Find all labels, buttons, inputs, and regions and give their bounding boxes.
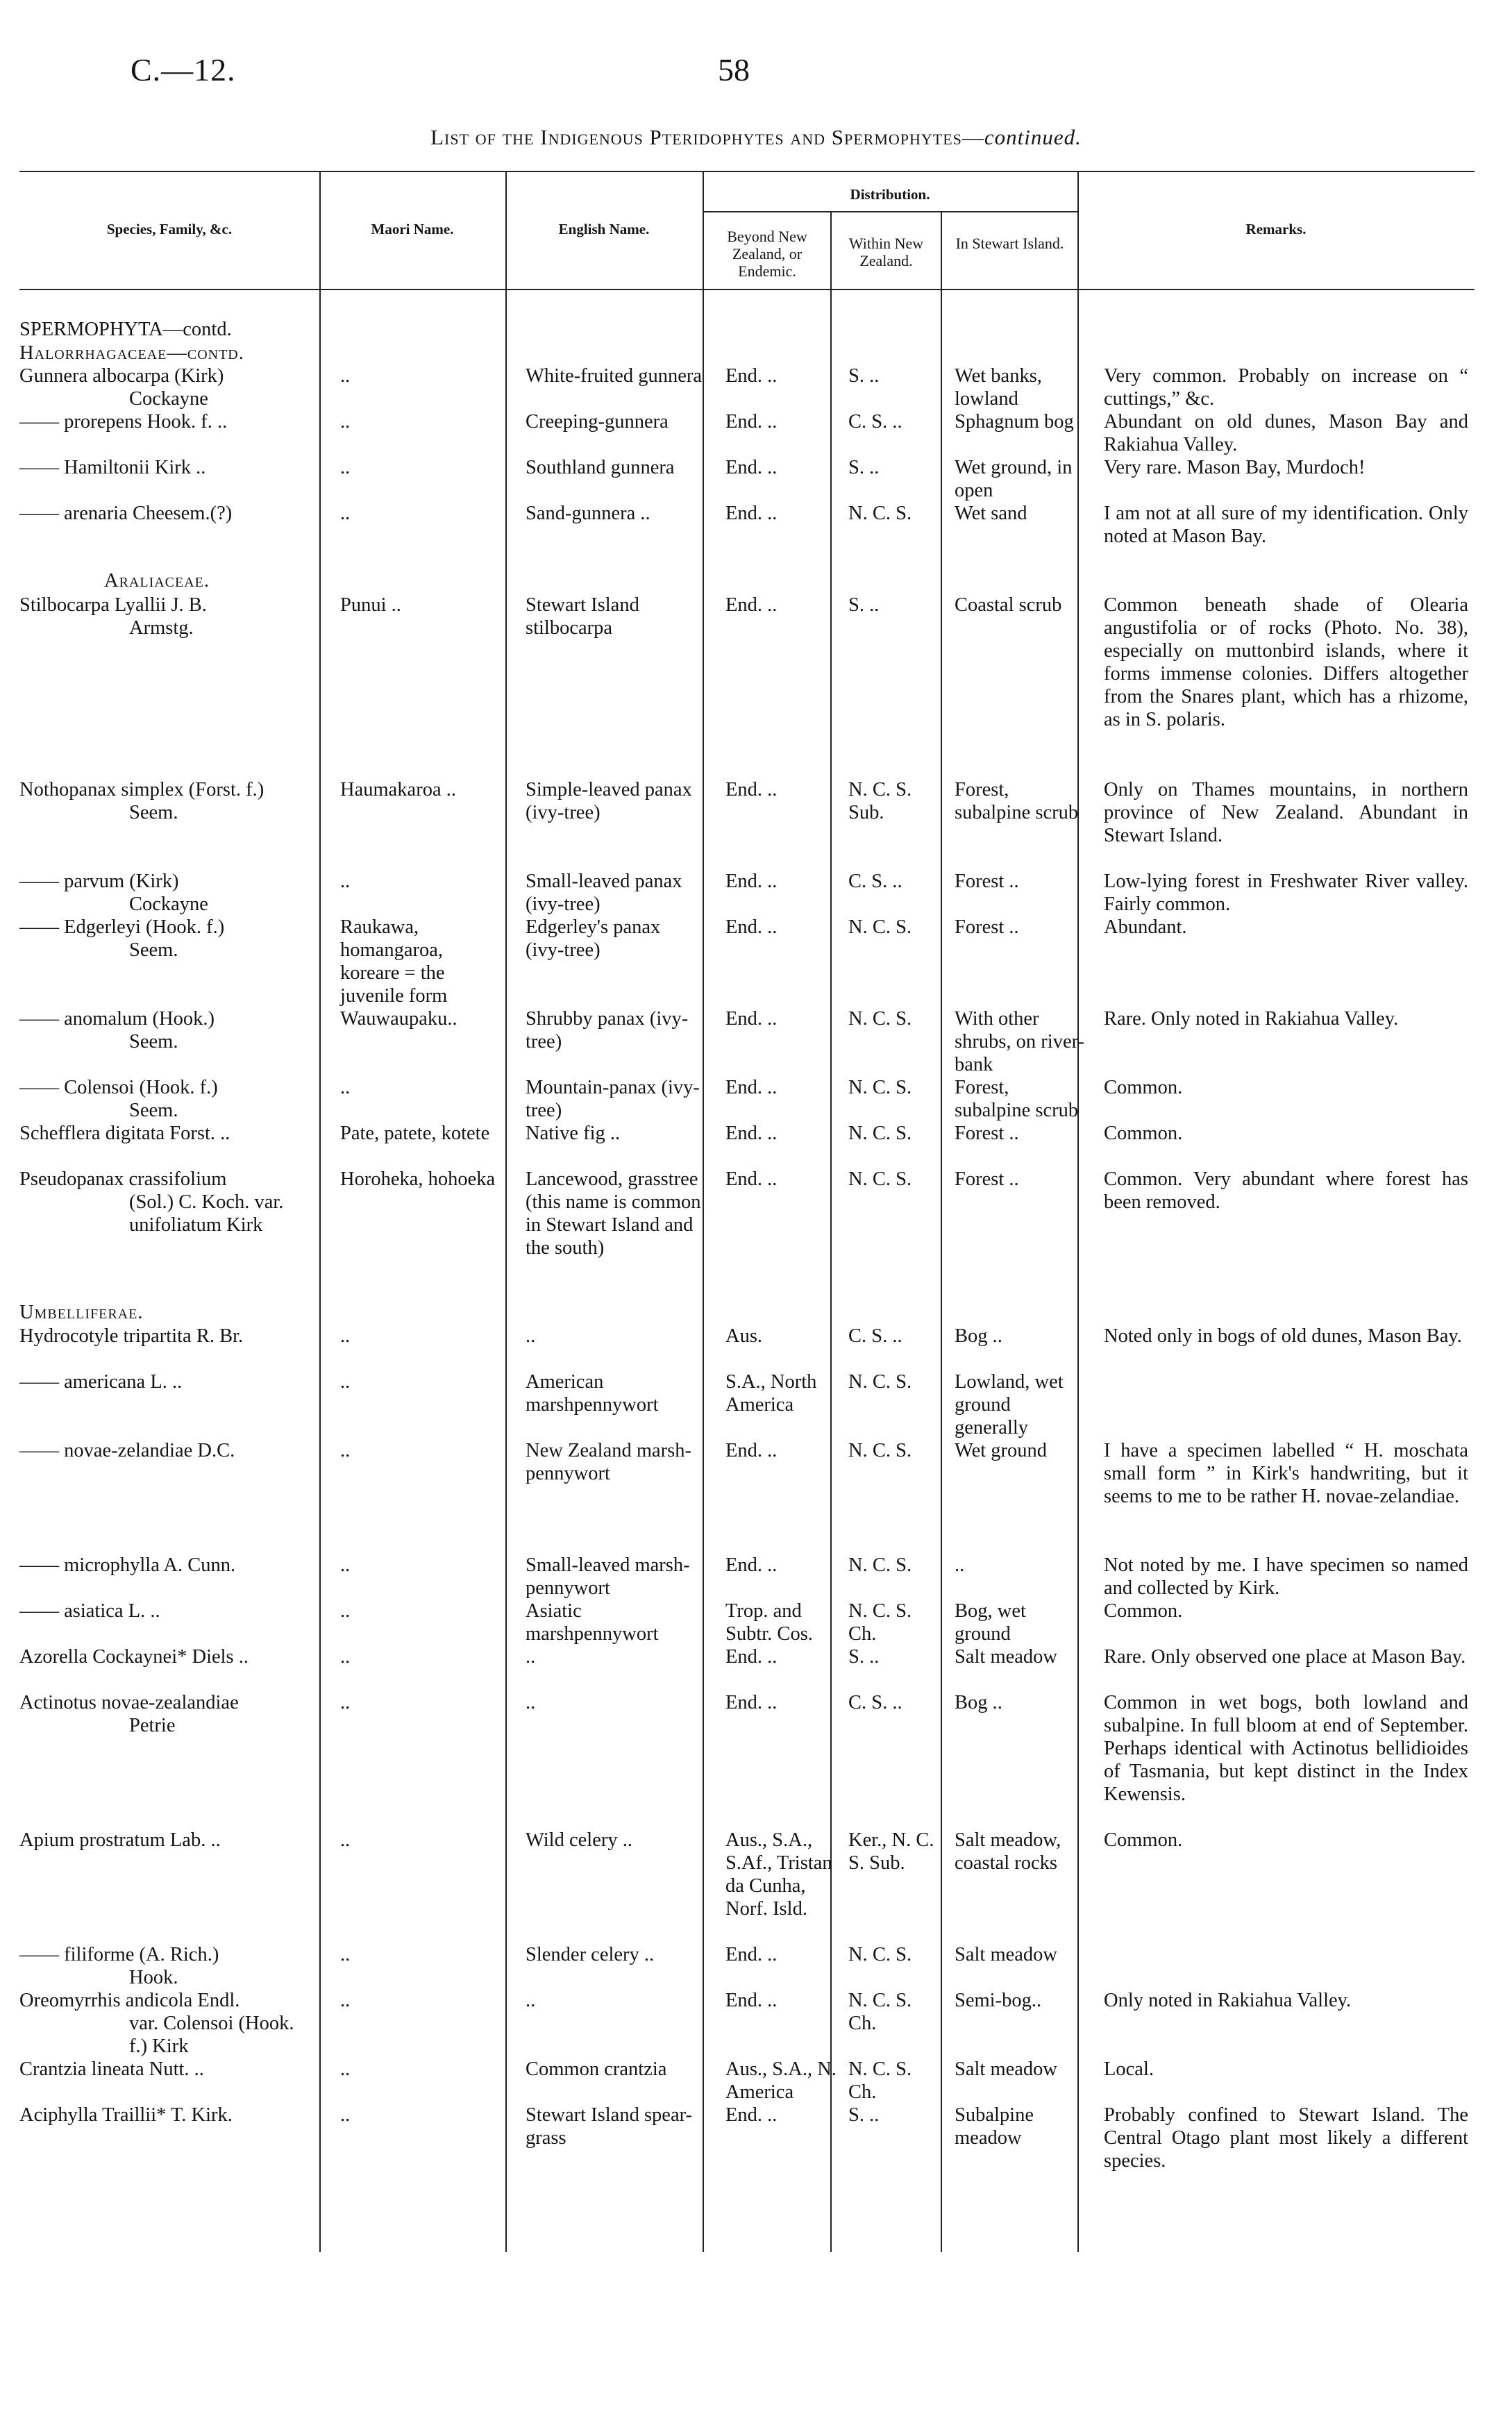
cell-species [19,1439,317,1462]
cell-within: S. .. [848,1646,880,1668]
table-top-rule [19,171,1475,172]
cell-species [19,1325,317,1348]
species-name: —— microphylla A. Cunn. [19,1554,236,1576]
species-authority: Seem. [129,1031,178,1052]
cell-within: C. S. .. [848,1692,902,1713]
cell-within: N. C. S. [848,1077,912,1098]
cell-beyond: Aus. [725,1325,763,1347]
page-number: 58 [718,52,750,87]
cell-remarks: Local. [1104,2058,1154,2080]
cell-english: .. [526,1325,536,1347]
cell-maori: Wauwaupaku.. [340,1008,457,1030]
cell-maori: .. [340,1990,351,2011]
cell-beyond: End. .. [725,594,778,616]
cell-species [19,456,317,479]
cell-stewart: Salt meadow, coastal rocks [955,1829,1061,1874]
cell-stewart: Salt meadow [955,2058,1058,2080]
cell-english: Small-leaved marsh-pennywort [526,1554,690,1599]
cell-remarks: Abundant on old dunes, Mason Bay and Rakiahua Valley. [1104,411,1468,455]
cell-remarks: Very common. Probably on increase on “ cuttings,” &c. [1104,365,1468,410]
cell-beyond: End. .. [725,1008,778,1030]
cell-species [19,2104,317,2126]
cell-species [19,594,317,639]
cell-within: N. C. S. [848,1008,912,1030]
species-name: —— novae-zelandiae D.C. [19,1440,235,1461]
cell-beyond: End. .. [725,2104,778,2126]
header-bottom-rule [19,289,1475,290]
document-reference: C.—12. [131,52,236,87]
cell-stewart: Forest .. [955,916,1019,938]
cell-remarks: Common beneath shade of Olearia angustifolia or of rocks (Photo. No. 38), especially on muttonbird islands, where it forms immense colonies. Differs altogether from the Snares plant, which has a rhizome, as in S. polaris. [1104,594,1468,730]
col-head-beyond: Beyond New Zealand, or Endemic. [727,228,807,280]
cell-within: N. C. S. [848,1371,912,1393]
cell-within: S. .. [848,457,880,478]
species-authority: Hook. [129,1967,178,1988]
cell-maori: .. [340,1829,351,1851]
family-heading: Araliaceae. [104,570,210,592]
cell-beyond: End. .. [725,365,778,387]
species-name: Schefflera digitata Forst. .. [19,1123,230,1144]
cell-remarks: I have a specimen labelled “ H. moschata small form ” in Kirk's handwriting, but it seems to me to be rather H. novae-zelandiae. [1104,1440,1468,1507]
title-main: List of the Indigenous Pteridophytes and Spermophytes— [430,125,984,149]
col-head-remarks: Remarks. [1245,221,1307,237]
cell-maori: .. [340,1944,351,1965]
cell-remarks: Common. Very abundant where forest has been removed. [1104,1168,1468,1213]
col-head-stewart: In Stewart Island. [955,235,1064,252]
cell-remarks: Noted only in bogs of old dunes, Mason Bay. [1104,1325,1462,1347]
cell-species [19,778,317,824]
cell-stewart: Wet ground [955,1440,1048,1461]
cell-species [19,1943,317,1989]
cell-beyond: End. .. [725,411,778,433]
cell-within: N. C. S. Sub. [848,779,912,823]
group-heading: SPERMOPHYTA—contd. [19,319,232,340]
column-divider [941,212,942,2252]
cell-within: N. C. S. [848,1123,912,1144]
cell-stewart: Bog, wet ground [955,1600,1026,1645]
cell-remarks: Low-lying forest in Freshwater River valley. Fairly common. [1104,871,1468,915]
col-head-maori: Maori Name. [371,221,454,237]
cell-species [19,410,317,433]
cell-english: .. [526,1692,536,1713]
cell-beyond: End. .. [725,1692,778,1713]
cell-species [19,1007,317,1053]
cell-english: .. [526,1646,536,1668]
cell-maori: .. [340,2058,351,2080]
cell-within: Ker., N. C. S. Sub. [848,1829,934,1874]
cell-stewart: With other shrubs, on river-bank [955,1008,1085,1075]
cell-stewart: Wet ground, in open [955,457,1073,501]
cell-beyond: End. .. [725,1944,778,1965]
cell-beyond: End. .. [725,503,778,524]
cell-maori: .. [340,365,351,387]
cell-beyond: Aus., S.A., S.Af., Tristan da Cunha, Norf. Isld. [725,1829,832,1920]
cell-stewart: Semi-bog.. [955,1990,1042,2011]
cell-remarks: I am not at all sure of my identification. Only noted at Mason Bay. [1104,503,1468,547]
distribution-rule [703,211,1077,212]
cell-within: N. C. S. Ch. [848,2058,912,2103]
cell-english: Native fig .. [526,1123,621,1144]
cell-within: N. C. S. [848,503,912,524]
cell-stewart: Salt meadow [955,1646,1058,1668]
cell-species [19,1645,317,1668]
cell-maori: .. [340,1325,351,1347]
cell-maori: .. [340,503,351,524]
cell-remarks: Rare. Only observed one place at Mason Bay. [1104,1646,1466,1668]
cell-remarks: Common. [1104,1600,1183,1622]
cell-english: New Zealand marsh-pennywort [526,1440,691,1484]
cell-stewart: Lowland, wet ground generally [955,1371,1064,1438]
cell-maori: .. [340,1600,351,1622]
cell-species [19,1554,317,1577]
species-name: —— Edgerleyi (Hook. f.) [19,916,225,938]
cell-species [19,916,317,962]
cell-within: S. .. [848,365,880,387]
species-authority: (Sol.) C. Koch. var. unifoliatum Kirk [129,1191,284,1236]
cell-stewart: Bog .. [955,1692,1002,1713]
cell-beyond: Trop. and Subtr. Cos. [725,1600,813,1645]
cell-species [19,1829,317,1852]
cell-english: Shrubby panax (ivy-tree) [526,1008,689,1052]
cell-within: N. C. S. Ch. [848,1600,912,1645]
species-name: Oreomyrrhis andicola Endl. [19,1990,240,2011]
cell-stewart: Forest .. [955,1168,1019,1190]
species-name: Nothopanax simplex (Forst. f.) [19,779,264,800]
species-name: Aciphylla Traillii* T. Kirk. [19,2104,233,2126]
cell-remarks: Only noted in Rakiahua Valley. [1104,1990,1352,2011]
page-title [0,125,1512,150]
cell-remarks: Only on Thames mountains, in northern province of New Zealand. Abundant in Stewart Island. [1104,779,1468,846]
cell-english: Creeping-gunnera [526,411,669,433]
species-name: —— Hamiltonii Kirk .. [19,457,206,478]
species-name: Gunnera albocarpa (Kirk) [19,365,224,387]
cell-maori: .. [340,457,351,478]
species-authority: var. Colensoi (Hook. f.) Kirk [129,2013,294,2057]
species-name: Azorella Cockaynei* Diels .. [19,1646,249,1668]
species-authority: Petrie [129,1715,176,1736]
cell-stewart: Subalpine meadow [955,2104,1034,2149]
cell-maori: .. [340,1554,351,1576]
cell-species [19,1989,317,2058]
species-authority: Cockayne [129,894,208,915]
cell-maori: Pate, patete, kotete [340,1123,490,1144]
family-heading: Umbelliferae. [19,1302,144,1323]
cell-english: Edgerley's panax (ivy-tree) [526,916,661,961]
cell-stewart: Coastal scrub [955,594,1062,616]
species-authority: Seem. [129,939,178,961]
cell-english: Sand-gunnera .. [526,503,650,524]
cell-beyond: End. .. [725,1554,778,1576]
species-name: —— americana L. .. [19,1371,183,1393]
cell-remarks: Not noted by me. I have specimen so named and collected by Kirk. [1104,1554,1468,1599]
cell-remarks: Rare. Only noted in Rakiahua Valley. [1104,1008,1399,1030]
cell-stewart: Forest .. [955,871,1019,892]
cell-within: N. C. S. [848,1168,912,1190]
cell-maori: .. [340,871,351,892]
cell-maori: .. [340,1440,351,1461]
species-name: Stilbocarpa Lyallii J. B. [19,594,207,616]
cell-species [19,364,317,410]
col-head-species: Species, Family, &c. [106,221,233,237]
species-name: Hydrocotyle tripartita R. Br. [19,1325,244,1347]
cell-beyond: End. .. [725,457,778,478]
cell-maori: .. [340,1077,351,1098]
cell-remarks: Abundant. [1104,916,1187,938]
cell-stewart: Salt meadow [955,1944,1058,1965]
cell-english: Common crantzia [526,2058,667,2080]
cell-english: Slender celery .. [526,1944,655,1965]
cell-within: N. C. S. [848,1554,912,1576]
family-heading: Halorrhagaceae—contd. [19,342,244,364]
species-name: Pseudopanax crassifolium [19,1168,227,1190]
cell-stewart: .. [955,1554,965,1576]
cell-species [19,1370,317,1393]
cell-remarks: Common. [1104,1123,1183,1144]
cell-beyond: End. .. [725,779,778,800]
cell-english: Stewart Island stilbocarpa [526,594,639,639]
cell-maori: .. [340,411,351,433]
cell-beyond: End. .. [725,1168,778,1190]
cell-maori: Horoheka, hohoeka [340,1168,496,1190]
cell-species [19,1122,317,1145]
cell-species [19,1600,317,1622]
column-divider [703,172,704,2252]
cell-english: Southland gunnera [526,457,675,478]
cell-species [19,870,317,916]
species-authority: Seem. [129,1100,178,1121]
cell-english: Simple-leaved panax (ivy-tree) [526,779,692,823]
cell-species [19,1076,317,1122]
col-head-english: English Name. [558,221,650,237]
species-name: Crantzia lineata Nutt. .. [19,2058,204,2080]
cell-species [19,1168,317,1236]
species-authority: Armstg. [129,617,194,639]
cell-within: N. C. S. [848,1440,912,1461]
cell-species [19,1691,317,1737]
species-authority: Cockayne [129,388,208,410]
cell-stewart: Forest .. [955,1123,1019,1144]
cell-english: Wild celery .. [526,1829,632,1851]
cell-maori: Punui .. [340,594,401,616]
cell-stewart: Sphagnum bog [955,411,1074,433]
cell-beyond: Aus., S.A., N. America [725,2058,837,2103]
cell-within: C. S. .. [848,871,902,892]
cell-within: N. C. S. Ch. [848,1990,912,2034]
cell-maori: .. [340,1371,351,1393]
cell-english: Mountain-panax (ivy-tree) [526,1077,700,1121]
cell-within: C. S. .. [848,1325,902,1347]
cell-stewart: Forest, subalpine scrub [955,779,1079,823]
col-head-distribution: Distribution. [850,186,930,203]
cell-english: .. [526,1990,536,2011]
species-name: —— Colensoi (Hook. f.) [19,1077,218,1098]
column-divider [319,172,321,2252]
cell-english: Lancewood, grasstree (this name is common in Stewart Island and the south) [526,1168,701,1259]
cell-species [19,2058,317,2081]
cell-within: N. C. S. [848,916,912,938]
species-name: —— filiforme (A. Rich.) [19,1944,219,1965]
species-name: —— anomalum (Hook.) [19,1008,215,1030]
cell-maori: Raukawa, homangaroa, koreare = the juvenile form [340,916,448,1007]
cell-english: American marshpennywort [526,1371,659,1416]
cell-remarks: Common in wet bogs, both lowland and subalpine. In full bloom at end of September. Perhaps identical with Actinotus bellidioides of Tasmania, but kept distinct in the Index Kewensis. [1104,1692,1468,1805]
cell-stewart: Wet banks, lowland [955,365,1042,410]
cell-remarks: Probably confined to Stewart Island. The Central Otago plant most likely a different species. [1104,2104,1468,2172]
species-name: —— parvum (Kirk) [19,871,179,892]
cell-beyond: End. .. [725,1077,778,1098]
cell-beyond: End. .. [725,1440,778,1461]
cell-maori: Haumakaroa .. [340,779,456,800]
species-name: Actinotus novae-zealandiae [19,1692,239,1713]
cell-maori: .. [340,2104,351,2126]
species-name: —— prorepens Hook. f. .. [19,411,228,433]
cell-remarks: Very rare. Mason Bay, Murdoch! [1104,457,1366,478]
cell-within: N. C. S. [848,1944,912,1965]
cell-beyond: End. .. [725,1123,778,1144]
cell-within: S. .. [848,2104,880,2126]
cell-beyond: End. .. [725,1990,778,2011]
cell-english: Stewart Island spear-grass [526,2104,693,2149]
species-authority: Seem. [129,802,178,823]
cell-remarks: Common. [1104,1077,1183,1098]
cell-english: White-fruited gunnera [526,365,703,387]
cell-species [19,502,317,525]
cell-within: C. S. .. [848,411,902,433]
col-head-within: Within New Zealand. [848,235,924,269]
cell-beyond: End. .. [725,871,778,892]
cell-stewart: Forest, subalpine scrub [955,1077,1079,1121]
cell-stewart: Wet sand [955,503,1027,524]
cell-maori: .. [340,1692,351,1713]
cell-maori: .. [340,1646,351,1668]
title-continued: continued. [984,125,1082,149]
cell-english: Small-leaved panax (ivy-tree) [526,871,682,915]
species-name: —— arenaria Cheesem.(?) [19,503,233,524]
cell-beyond: End. .. [725,916,778,938]
species-name: —— asiatica L. .. [19,1600,160,1622]
cell-within: S. .. [848,594,880,616]
cell-english: Asiatic marshpennywort [526,1600,659,1645]
cell-beyond: End. .. [725,1646,778,1668]
cell-stewart: Bog .. [955,1325,1002,1347]
species-name: Apium prostratum Lab. .. [19,1829,221,1851]
cell-remarks: Common. [1104,1829,1183,1851]
column-divider [505,172,507,2252]
cell-beyond: S.A., North America [725,1371,817,1416]
